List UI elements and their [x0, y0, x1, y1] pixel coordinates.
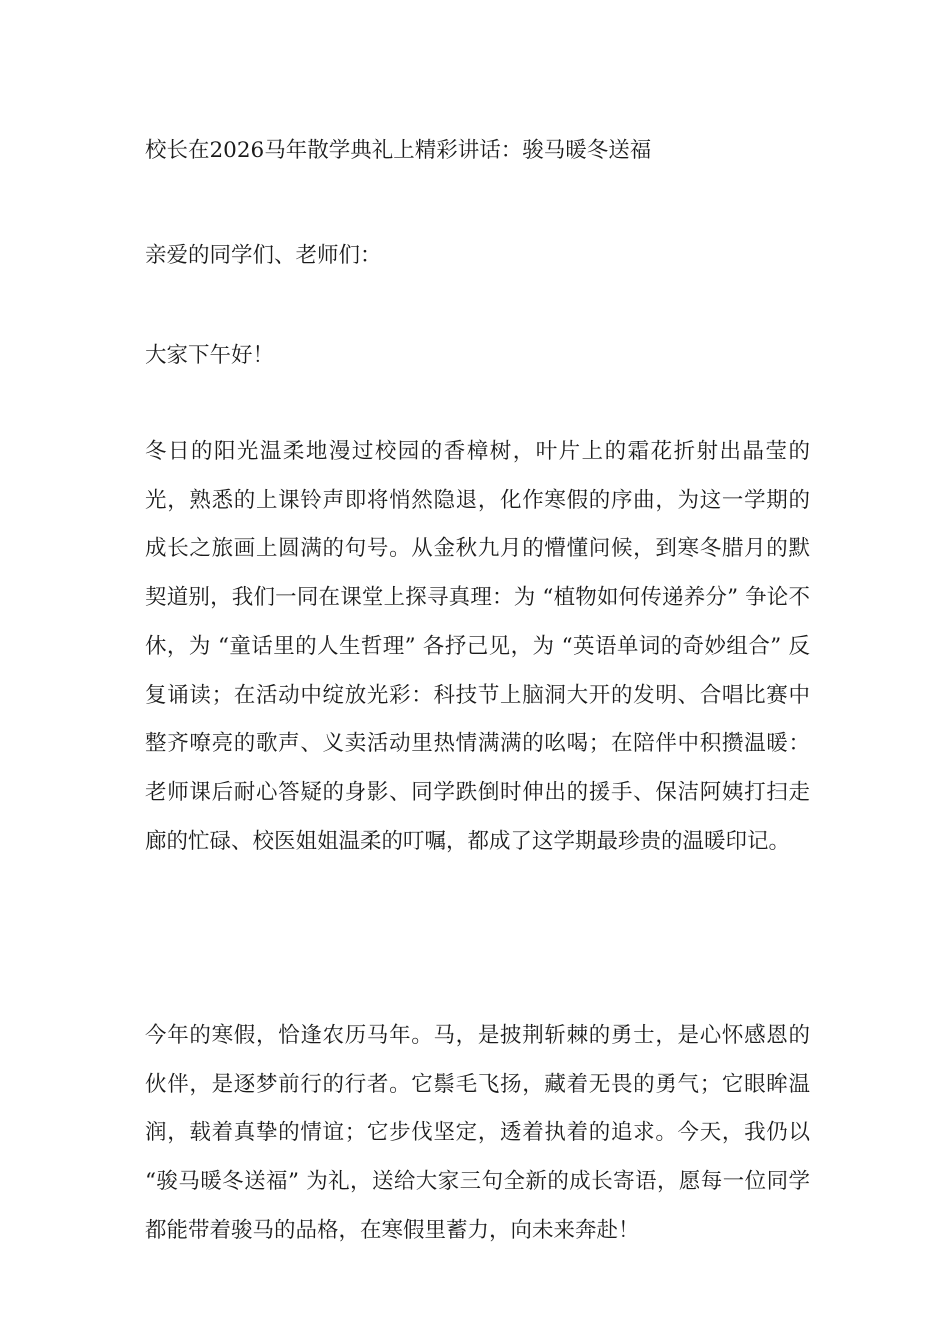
document-title: 校长在2026马年散学典礼上精彩讲话：骏马暖冬送福: [145, 138, 652, 163]
greeting: 大家下午好！: [145, 343, 275, 368]
salutation: 亲爱的同学们、老师们：: [145, 243, 382, 268]
body-paragraph: 冬日的阳光温柔地漫过校园的香樟树，叶片上的霜花折射出晶莹的光，熟悉的上课铃声即将悄然隐退，化作寒假的序曲，为这一学期的成长之旅画上圆满的句号。从金秋九月的懵懂问候，到寒冬腊月的默契道别，我们一同在课堂上探寻真理：为 “植物如何传递养分” 争论不休，为 “童话里的人生哲理” 各抒己见，为 “英语单词的奇妙组合” 反复诵读；在活动中绽放光彩：科技节上脑洞大开的发明、合唱比赛中整齐嘹亮的歌声、义卖活动里热情满满的吆喝；在陪伴中积攒温暖：老师课后耐心答疑的身影、同学跌倒时伸出的援手、保洁阿姨打扫走廊的忙碌、校医姐姐温柔的叮嘱，都成了这学期最珍贵的温暖印记。: [145, 439, 810, 854]
body-paragraph: 今年的寒假，恰逢农历马年。马，是披荆斩棘的勇士，是心怀感恩的伙伴，是逐梦前行的行者。它鬃毛飞扬，藏着无畏的勇气；它眼眸温润，载着真挚的情谊；它步伐坚定，透着执着的追求。今天，我仍以 “骏马暖冬送福” 为礼，送给大家三句全新的成长寄语，愿每一位同学都能带着骏马的品格，在寒假里蓄力，向未来奔赴！: [145, 1023, 810, 1243]
